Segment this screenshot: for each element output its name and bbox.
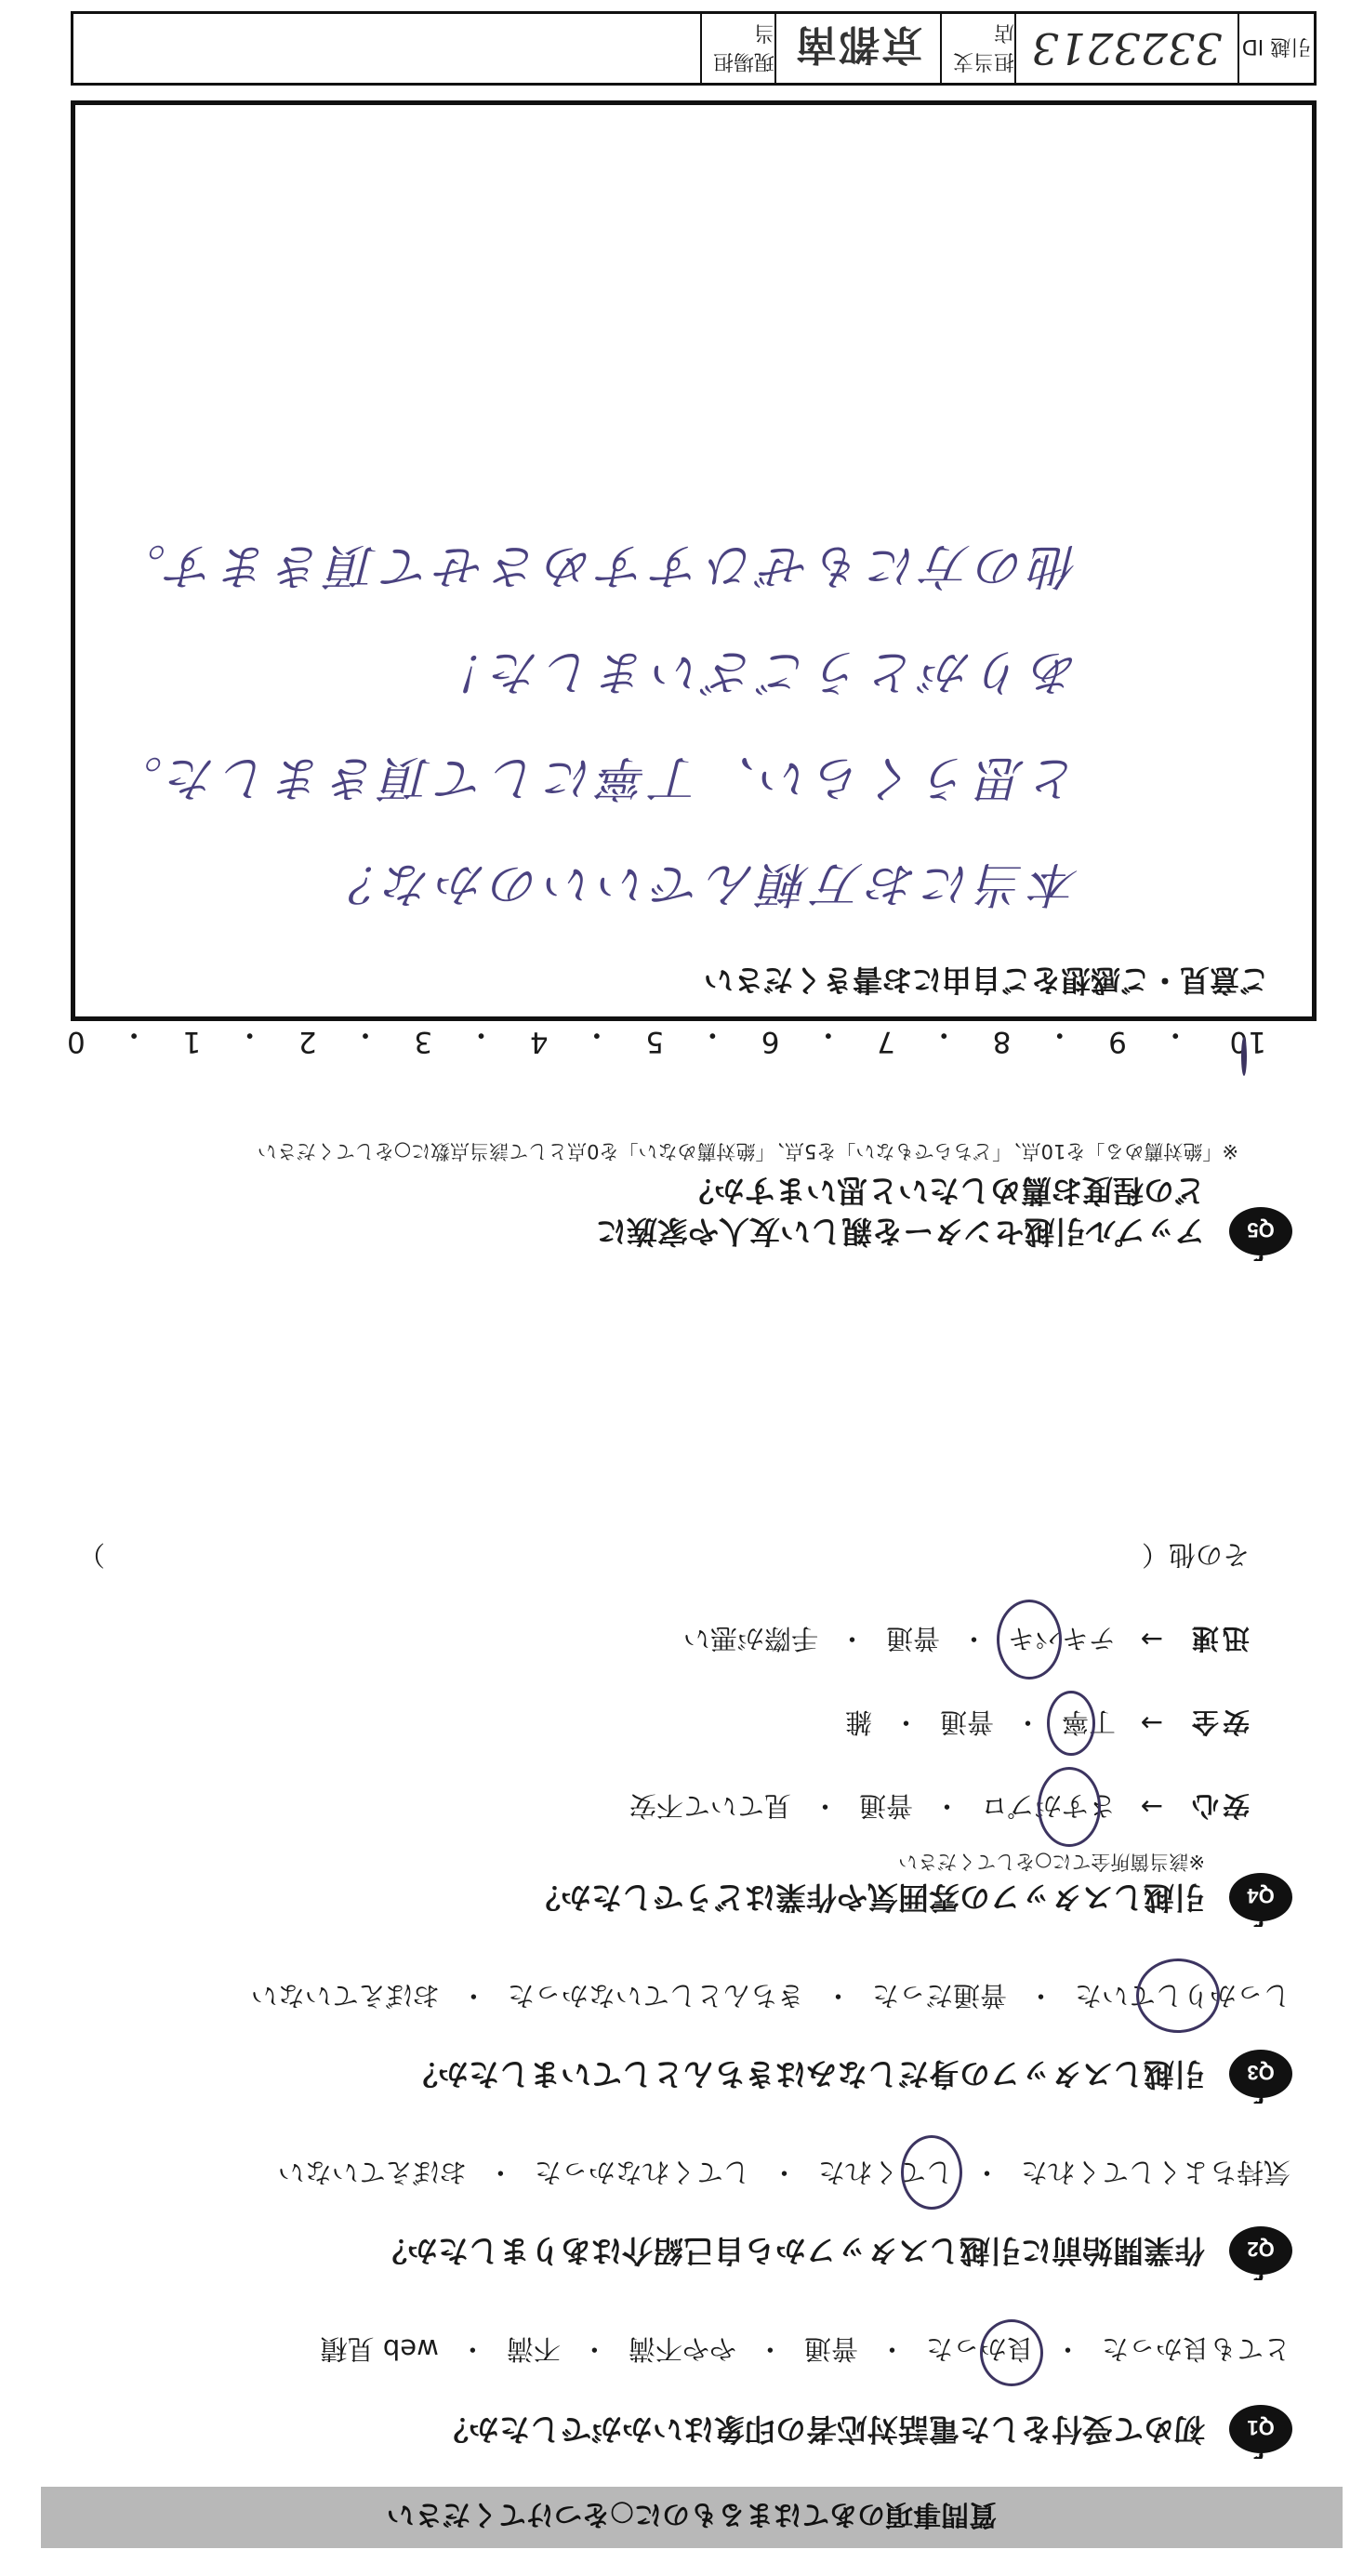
svg-text:Q1: Q1 [1247, 2416, 1275, 2439]
question-2-options: 気持ちよくしてくれた ・ してくれた ・ してくれなかった ・ おぼえていない [274, 2155, 1294, 2193]
q2-option-did[interactable]: してくれた [814, 2155, 957, 2193]
q4-anzen-selection-circle [1047, 1691, 1095, 1756]
q1-option-slightly-unsatisfied[interactable]: やや不満 [628, 2333, 736, 2365]
id-label: 引越 ID [1238, 14, 1314, 83]
q4-anshin-option-normal[interactable]: 普通 [858, 1790, 913, 1822]
q3-option-neat[interactable]: しっかりしていた [1071, 1978, 1294, 2016]
handwritten-comment-line: 他の方にもぜひすすめさせて頂きます。 [112, 538, 1079, 593]
question-5-title-line1: アップル引越センターを親しい友人や家族に [595, 1214, 1205, 1250]
apple-q-icon [1227, 2224, 1294, 2280]
question-1-options: とても良かった ・ 良かった ・ 普通 ・ やや不満 ・ 不満 ・ web 見積 [317, 2331, 1294, 2370]
q5-score-8[interactable]: 8 [992, 1025, 1012, 1058]
question-4-title: 引越しスタッフの雰囲気や作業はどうでしたか？ [530, 1879, 1205, 1916]
staff-info-table [71, 11, 1317, 86]
q5-score-7[interactable]: 7 [877, 1025, 895, 1058]
leader-value[interactable] [73, 14, 700, 83]
q1-option-web-estimate[interactable]: web 見積 [320, 2333, 439, 2365]
q4-jinsoku-option-normal[interactable]: 普通 [885, 1623, 940, 1654]
svg-text:Q4: Q4 [1247, 1884, 1275, 1907]
question-5-note: ※「絶対薦める」を10点、「どちらでもない」を5点、「絶対薦めない」を0点として該当点数に○をしてください [257, 1140, 1238, 1162]
q3-option-not-neat[interactable]: きちんとしていなかった [507, 1980, 804, 2012]
q5-score-4[interactable]: 4 [529, 1025, 549, 1058]
handwritten-comment-line: 本当にお万頼んでいいのかな？ [324, 856, 1079, 911]
q5-scale: 10 ・ 9 ・ 8 ・ 7 ・ 6 ・ 5 ・ 4 ・ 3 ・ 2 ・ 1 ・ 0 [67, 1016, 1266, 1058]
q4-row-label: 安全 [1187, 1706, 1250, 1738]
q4-row-anzen: 安全 → 丁寧 ・ 普通 ・ 雑 [841, 1705, 1250, 1743]
apple-q-icon [1227, 2048, 1294, 2104]
q4-anshin-option-pro[interactable]: さすがプロ [977, 1788, 1119, 1826]
svg-text:Q5: Q5 [1247, 1218, 1275, 1242]
q4-other-close: ） [78, 1539, 106, 1571]
q4-other-row [78, 1537, 1250, 1575]
q4-anzen-option-careful[interactable]: 丁寧 [1058, 1705, 1119, 1743]
q1-option-very-good[interactable]: とても良かった [1101, 2333, 1290, 2365]
q4-row-label: 安心 [1187, 1790, 1250, 1822]
q3-selection-circle [1136, 1959, 1220, 2033]
q2-option-pleasant[interactable]: 気持ちよくしてくれた [1020, 2157, 1290, 2188]
svg-text:Q2: Q2 [1247, 2237, 1275, 2261]
q5-selection-circle [1241, 1037, 1247, 1076]
handwritten-comment-line: ありがとうございました！ [431, 644, 1079, 699]
question-4-note: ※該当箇所全てに○をしてください [898, 1851, 1205, 1873]
q5-score-9[interactable]: 9 [1108, 1025, 1127, 1058]
q2-selection-circle [901, 2135, 962, 2210]
question-3-title: 引越しスタッフの身だしなみはきちんとしていましたか？ [407, 2056, 1205, 2092]
question-1-title: 初めて受付をした電話対応者の印象はいかがでしたか？ [438, 2411, 1205, 2448]
comment-box[interactable] [71, 100, 1317, 1021]
q4-row-jinsoku: 迅速 → テキパキ ・ 普通 ・ 手際が悪い [680, 1621, 1250, 1659]
leader-label: 現場担当 [700, 14, 774, 83]
q5-score-6[interactable]: 6 [761, 1025, 780, 1058]
q4-jinsoku-selection-circle [997, 1600, 1062, 1680]
instruction-banner: 質問事項のあてはまるものに○をつけてください [41, 2487, 1343, 2548]
q2-option-did-not[interactable]: してくれなかった [534, 2157, 750, 2188]
q1-option-good[interactable]: 良かった [922, 2331, 1038, 2370]
q5-score-1[interactable]: 1 [182, 1025, 202, 1058]
q5-score-2[interactable]: 2 [298, 1025, 317, 1058]
id-value: 3323213 [1014, 14, 1238, 83]
q4-row-anshin: 安心 → さすがプロ ・ 普通 ・ 見ていて不安 [626, 1788, 1250, 1826]
q1-option-unsatisfied[interactable]: 不満 [506, 2333, 561, 2365]
branch-value-stamp: 京都南 [774, 14, 940, 83]
q1-option-normal[interactable]: 普通 [803, 2333, 858, 2365]
q5-score-10[interactable]: 10 [1224, 1016, 1266, 1058]
q1-selection-circle [980, 2319, 1043, 2386]
q3-option-dont-remember[interactable]: おぼえていない [250, 1980, 440, 2012]
q4-other-label: その他（ [1141, 1539, 1250, 1571]
q4-jinsoku-option-clumsy[interactable]: 手際が悪い [682, 1623, 818, 1654]
question-2-title: 作業開始前に引越しスタッフから自己紹介はありましたか？ [377, 2233, 1205, 2269]
q4-anzen-option-normal[interactable]: 普通 [939, 1706, 994, 1738]
apple-q-icon [1227, 2403, 1294, 2459]
arrow-icon: → [1140, 1791, 1164, 1824]
q4-anshin-selection-circle [1038, 1767, 1101, 1847]
q4-anzen-option-rough[interactable]: 雑 [844, 1706, 872, 1738]
arrow-icon: → [1140, 1707, 1164, 1740]
question-5-title-line2: どの程度お薦めしたいと思いますか？ [683, 1173, 1205, 1209]
branch-label: 担当支店 [940, 14, 1014, 83]
q5-score-0[interactable]: 0 [67, 1025, 86, 1058]
svg-text:Q3: Q3 [1247, 2061, 1275, 2084]
q3-option-normal[interactable]: 普通だった [871, 1980, 1007, 2012]
q2-option-dont-remember[interactable]: おぼえていない [277, 2157, 467, 2188]
q4-jinsoku-option-brisk[interactable]: テキパキ [1004, 1621, 1119, 1659]
q4-anshin-option-anxious[interactable]: 見ていて不安 [629, 1790, 791, 1822]
arrow-icon: → [1140, 1624, 1164, 1656]
apple-q-icon [1227, 1205, 1294, 1261]
handwritten-comment-line: と思うくらい、丁寧にして頂きました。 [108, 750, 1079, 805]
q4-row-label: 迅速 [1187, 1623, 1250, 1654]
comment-heading: ご意見・ご感想をご自由にお書きください [703, 963, 1269, 998]
apple-q-icon [1227, 1871, 1294, 1927]
q5-score-5[interactable]: 5 [645, 1025, 665, 1058]
q5-score-3[interactable]: 3 [414, 1025, 433, 1058]
question-3-options: しっかりしていた ・ 普通だった ・ きちんとしていなかった ・ おぼえていない [247, 1978, 1294, 2016]
